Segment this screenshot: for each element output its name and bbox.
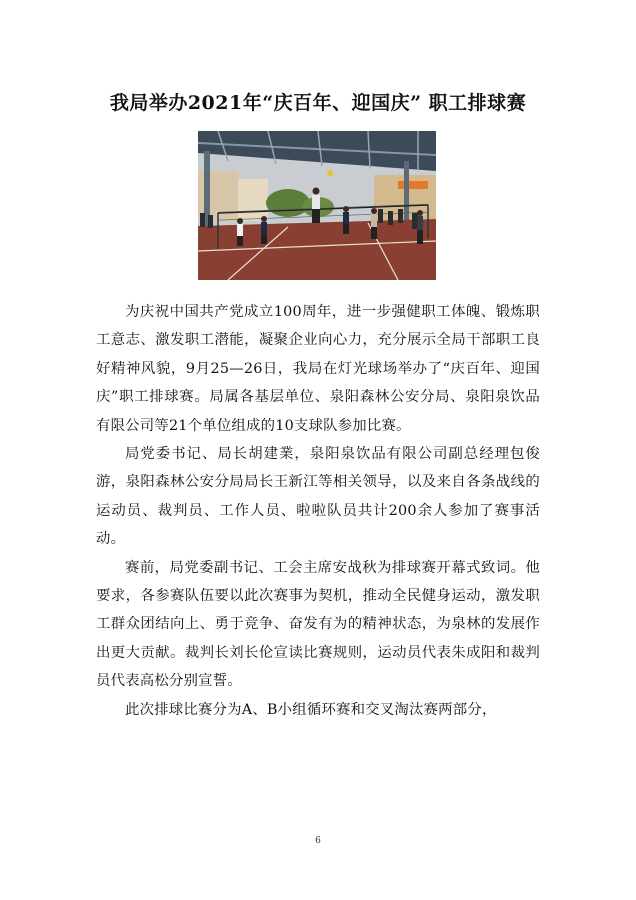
page-title: 我局举办2021年“庆百年、迎国庆” 职工排球赛 [109, 92, 527, 114]
paragraph: 局党委书记、局长胡建業，泉阳泉饮品有限公司副总经理包俊游，泉阳森林公安分局局长王新江等相关领导，以及来自各条战线的运动员、裁判员、工作人员、啦啦队员共计200余人参加了赛事活动。 [96, 446, 540, 548]
volleyball-match-photo [198, 131, 436, 280]
article-body [96, 298, 540, 724]
paragraph: 此次排球比赛分为A、B小组循环赛和交叉淘汰赛两部分， [125, 701, 497, 718]
paragraph: 赛前，局党委副书记、工会主席安战秋为排球赛开幕式致词。他要求，各参赛队伍要以此次赛事为契机，推动全民健身运动，激发职工群众团结向上、勇于竞争、奋发有为的精神状态，为泉林的发展作出更大贡献。裁判长刘长伦宣读比赛规则，运动员代表朱成阳和裁判员代表高松分别宣誓。 [96, 559, 540, 690]
paragraph: 为庆祝中国共产党成立100周年，进一步强健职工体魄、锻炼职工意志、激发职工潜能，凝聚企业向心力，充分展示全局干部职工良好精神风貌，9月25—26日，我局在灯光球场举办了“庆百年、迎国庆”职工排球赛。局属各基层单位、泉阳森林公安分局、泉阳泉饮品有限公司等21个单位组成的10支球队参加比赛。 [96, 304, 540, 434]
page-number: 6 [315, 836, 321, 846]
